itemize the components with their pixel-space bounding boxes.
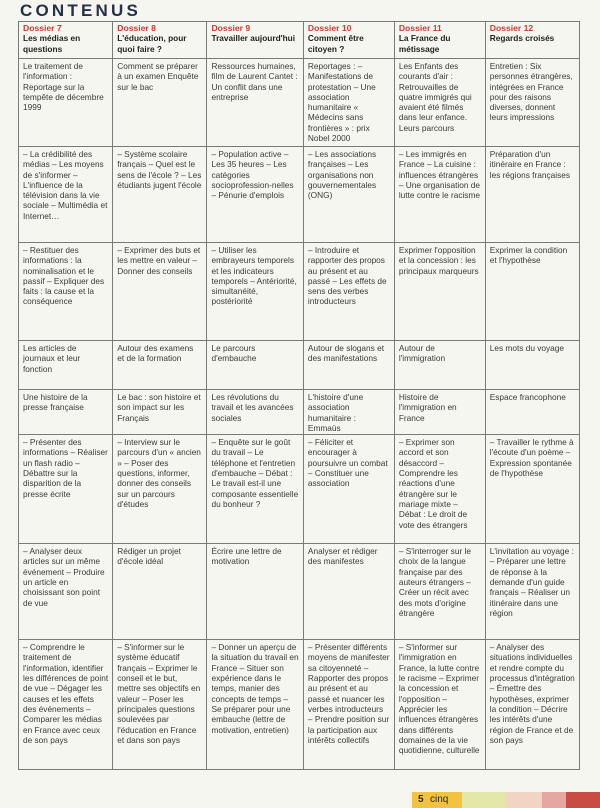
color-band [462,792,506,808]
table-row [19,59,580,147]
table-cell: Autour des examens et de la formation [113,341,207,390]
table-cell: Histoire de l'immigration en France [394,390,485,435]
table-cell: Le traitement de l'information : Reportage sur la tempête de décembre 1999 [19,59,113,147]
dossier-theme: La France du métissage [398,33,451,54]
color-band [566,792,600,808]
dossier-theme: Travailler aujourd'hui [211,33,296,44]
dossier-theme: Les médias en questions [23,33,81,54]
table-cell: – Interview sur le parcours d'un « ancien » – Poser des questions, informer, donner des conseils sur un parcours d'études [113,435,207,544]
table-cell: – Présenter différents moyens de manifester sa citoyenneté – Rapporter des propos au présent et au passé et nuancer les verbes introducteurs – Prendre position sur la participation aux intérêts collectifs [303,640,394,770]
table-cell: – S'informer sur le système éducatif français – Exprimer le conseil et le but, mettre ses objectifs en valeur – Poser les principales questions soulevées par l'éducation en France et dans son pays [113,640,207,770]
table-cell: – Analyser des situations individuelles et rendre compte du processus d'intégration – Émettre des hypothèses, exprimer la condition – Décrire les intérêts d'une région de France et de son pays [485,640,579,770]
dossier-label: Dossier 10 [307,23,352,33]
table-cell: Le parcours d'embauche [207,341,303,390]
column-header [303,22,394,59]
table-cell: – Présenter des informations – Réaliser un flash radio – Débattre sur la disparition de la presse écrite [19,435,113,544]
table-cell: L'histoire d'une association humanitaire : Emmaüs [303,390,394,435]
table-cell: – Féliciter et encourager à poursuivre un combat – Constituer une association [303,435,394,544]
table-cell: Préparation d'un itinéraire en France : les régions françaises [485,147,579,243]
table-cell: Comment se préparer à un examen Enquête sur le bac [113,59,207,147]
table-cell: Entretien : Six personnes étrangères, intégrées en France pour des raisons diverses, donnent leurs impressions [485,59,579,147]
table-row [19,341,580,390]
table-cell: Les mots du voyage [485,341,579,390]
table-cell: – Les immigrés en France – La cuisine : influences étrangères – Une organisation de lutte contre le racisme [394,147,485,243]
table-cell: – Utiliser les embrayeurs temporels et les indicateurs temporels – Antériorité, simultanéité, postériorité [207,243,303,341]
column-header [19,22,113,59]
column-header [394,22,485,59]
dossier-label: Dossier 11 [398,23,442,33]
table-cell: Écrire une lettre de motivation [207,544,303,640]
table-cell: Ressources humaines, film de Laurent Cantet : Un conflit dans une entreprise [207,59,303,147]
table-cell: – S'interroger sur le choix de la langue française par des auteurs étrangers – Créer un récit avec des mots d'origine étrangère [394,544,485,640]
contents-table [18,21,580,770]
table-cell: Autour de slogans et des manifestations [303,341,394,390]
header-row [19,22,580,59]
column-header [485,22,579,59]
column-header [113,22,207,59]
table-cell: – Exprimer son accord et son désaccord – Comprendre les réactions d'une étrangère sur le mariage mixte – Débat : Le droit de vote des étrangers [394,435,485,544]
column-header [207,22,303,59]
dossier-label: Dossier 12 [489,23,534,33]
table-cell: – S'informer sur l'immigration en France, la lutte contre le racisme – Exprimer la concession et l'opposition – Apprécier les influences étrangères dans différents domaines de la vie quotidienne, culturelle [394,640,485,770]
page-number-word: cinq [430,794,449,805]
table-cell: Exprimer l'opposition et la concession : les principaux marqueurs [394,243,485,341]
dossier-theme: Comment être citoyen ? [307,33,364,54]
table-cell: – Enquête sur le goût du travail – Le téléphone et l'entretien d'embauche – Débat : Le travail est-il une composante essentielle du bonheur ? [207,435,303,544]
footer-band [0,792,390,808]
table-cell: L'invitation au voyage : – Préparer une lettre de réponse à la demande d'un guide français – Réaliser un itinéraire dans une région [485,544,579,640]
table-cell: Analyser et rédiger des manifestes [303,544,394,640]
dossier-theme: Regards croisés [489,33,555,44]
table-cell: Les révolutions du travail et les avancées sociales [207,390,303,435]
page-number: 5 [418,794,424,805]
table-cell: Rédiger un projet d'école idéal [113,544,207,640]
table-cell: Reportages : – Manifestations de protestation – Une association humanitaire « Médecins sans frontières » : prix Nobel 2000 [303,59,394,147]
dossier-theme: L'éducation, pour quoi faire ? [117,33,187,54]
table-row [19,390,580,435]
table-row [19,243,580,341]
color-band [506,792,542,808]
dossier-label: Dossier 9 [211,23,251,33]
table-row [19,435,580,544]
table-cell: – Donner un aperçu de la situation du travail en France – Situer son expérience dans le temps, manier des concepts de temps – Se préparer pour une embauche (lettre de motivation, entretien) [207,640,303,770]
table-cell: – Restituer des informations : la nominalisation et le passif – Expliquer des faits : la cause et la conséquence [19,243,113,341]
table-cell: – Les associations françaises – Les organisations non gouvernementales (ONG) [303,147,394,243]
table-cell: – Analyser deux articles sur un même événement – Produire un article en choisissant son point de vue [19,544,113,640]
color-band [542,792,566,808]
table-cell: Le bac : son histoire et son impact sur les Français [113,390,207,435]
table-cell: – La crédibilité des médias – Les moyens de s'informer – L'influence de la télévision dans la vie sociale – Multimédia et Internet… [19,147,113,243]
table-row [19,544,580,640]
table-cell: – Travailler le rythme à l'écoute d'un poème – Expression spontanée de l'hypothèse [485,435,579,544]
page-title: CONTENUS [20,1,141,20]
dossier-label: Dossier 8 [117,23,156,33]
table-row [19,640,580,770]
page-footer [0,792,600,808]
table-row [19,147,580,243]
table-cell: Les articles de journaux et leur fonction [19,341,113,390]
table-cell: Exprimer la condition et l'hypothèse [485,243,579,341]
table-cell: – Population active – Les 35 heures – Les catégories socioprofession-nelles – Pénurie d'emplois [207,147,303,243]
table-cell: Les Enfants des courants d'air : Retrouvailles de quatre immigrés qui avaient été filmés dans leur enfance. Leurs parcours [394,59,485,147]
table-cell: – Introduire et rapporter des propos au présent et au passé – Les effets de sens des verbes introducteurs [303,243,394,341]
table-cell: – Comprendre le traitement de l'information, identifier les différences de point de vue – Dégager les causes et les effets des événements – Comparer les médias en France avec ceux de son pays [19,640,113,770]
dossier-label: Dossier 7 [23,23,62,33]
table-cell: – Exprimer des buts et les mettre en valeur – Donner des conseils [113,243,207,341]
table-cell: Espace francophone [485,390,579,435]
table-cell: – Système scolaire français – Quel est le sens de l'école ? – Les étudiants jugent l'école [113,147,207,243]
table-cell: Autour de l'immigration [394,341,485,390]
table-cell: Une histoire de la presse française [19,390,113,435]
